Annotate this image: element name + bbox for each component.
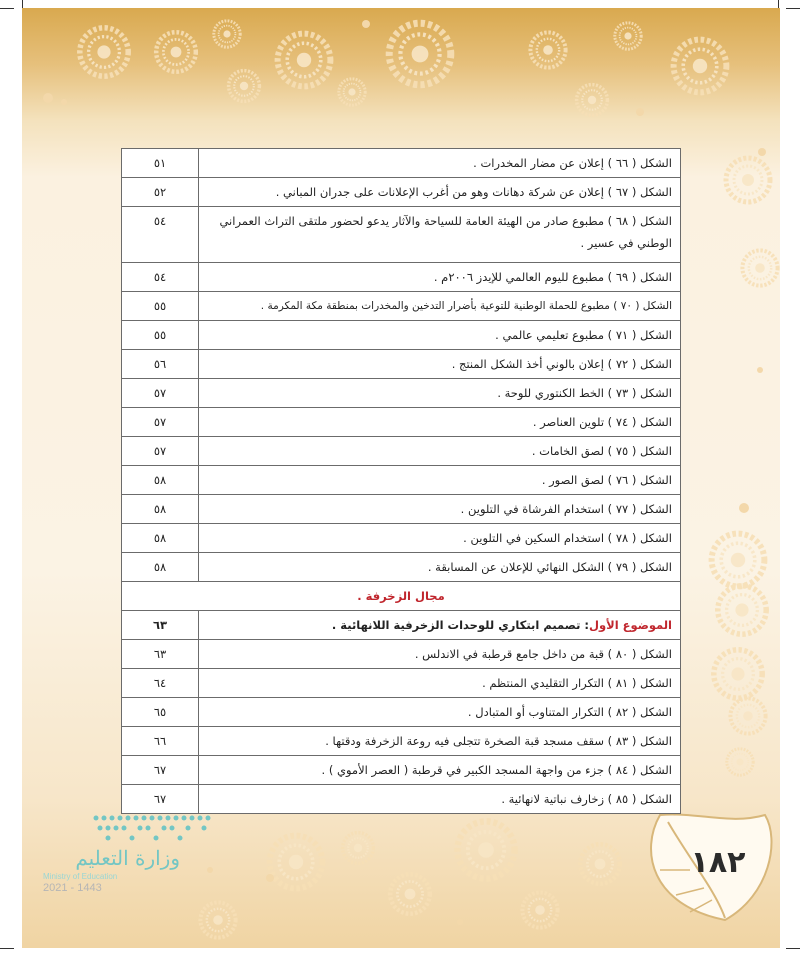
topic-row xyxy=(122,611,681,640)
row-description: الشكل ( ٦٨ ) مطبوع صادر من الهيئة العامة للسياحة والآثار يدعو لحضور ملتقى التراث العمراني الوطني في عسير . xyxy=(199,207,681,263)
ministry-logo xyxy=(40,808,190,898)
row-page: ٦٤ xyxy=(122,669,199,698)
row-description: الشكل ( ٧٦ ) لصق الصور . xyxy=(199,466,681,495)
ministry-logo-dots xyxy=(88,808,228,844)
row-description: الشكل ( ٧٩ ) الشكل النهائي للإعلان عن المسابقة . xyxy=(199,553,681,582)
table-row xyxy=(122,149,681,178)
topic-text: : تصميم ابتكاري للوحدات الزخرفية اللانهائية . xyxy=(331,618,589,632)
table-row xyxy=(122,263,681,292)
table-row xyxy=(122,178,681,207)
row-description: الشكل ( ٧٠ ) مطبوع للحملة الوطنية للتوعية بأضرار التدخين والمخدرات بمنطقة مكة المكرمة . xyxy=(199,292,681,321)
section-title: مجال الزخرفة . xyxy=(122,582,681,611)
section-row xyxy=(122,582,681,611)
table-row xyxy=(122,669,681,698)
table-row xyxy=(122,756,681,785)
row-page: ٥٤ xyxy=(122,263,199,292)
topic-label: الموضوع الأول xyxy=(589,618,672,632)
row-page: ٥٧ xyxy=(122,437,199,466)
row-page: ٥٦ xyxy=(122,350,199,379)
row-page: ٦٣ xyxy=(122,640,199,669)
table-row xyxy=(122,292,681,321)
table-row xyxy=(122,727,681,756)
contents-table xyxy=(121,148,681,814)
row-description: الشكل ( ٧٥ ) لصق الخامات . xyxy=(199,437,681,466)
table-row xyxy=(122,524,681,553)
row-page: ٥٨ xyxy=(122,524,199,553)
topic-page: ٦٣ xyxy=(122,611,199,640)
row-description: الشكل ( ٨٠ ) قبة من داخل جامع قرطبة في الاندلس . xyxy=(199,640,681,669)
row-description: الشكل ( ٦٧ ) إعلان عن شركة دهانات وهو من أغرب الإعلانات على جدران المباني . xyxy=(199,178,681,207)
row-page: ٥٥ xyxy=(122,292,199,321)
row-page: ٦٧ xyxy=(122,785,199,814)
row-description: الشكل ( ٨١ ) التكرار التقليدي المنتظم . xyxy=(199,669,681,698)
row-page: ٥٥ xyxy=(122,321,199,350)
row-page: ٥٨ xyxy=(122,495,199,524)
topic-description xyxy=(199,611,681,640)
table-row xyxy=(122,698,681,727)
row-description: الشكل ( ٨٥ ) زخارف نباتية لانهائية . xyxy=(199,785,681,814)
row-description: الشكل ( ٦٩ ) مطبوع لليوم العالمي للإيدز ٢٠٠٦م . xyxy=(199,263,681,292)
row-page: ٥٧ xyxy=(122,408,199,437)
row-description: الشكل ( ٦٦ ) إعلان عن مضار المخدرات . xyxy=(199,149,681,178)
row-description: الشكل ( ٧١ ) مطبوع تعليمي عالمي . xyxy=(199,321,681,350)
row-description: الشكل ( ٧٨ ) استخدام السكين في التلوين . xyxy=(199,524,681,553)
table-row xyxy=(122,321,681,350)
row-page: ٥١ xyxy=(122,149,199,178)
row-page: ٥٤ xyxy=(122,207,199,263)
table-row xyxy=(122,437,681,466)
table-row xyxy=(122,640,681,669)
row-description: الشكل ( ٨٢ ) التكرار المتناوب أو المتبادل . xyxy=(199,698,681,727)
row-description: الشكل ( ٨٣ ) سقف مسجد قبة الصخرة تتجلى فيه روعة الزخرفة ودقتها . xyxy=(199,727,681,756)
row-page: ٥٨ xyxy=(122,553,199,582)
table-row xyxy=(122,207,681,263)
ministry-name-english: Ministry of Education xyxy=(43,872,118,881)
ministry-year: 2021 - 1443 xyxy=(43,882,102,894)
row-page: ٦٦ xyxy=(122,727,199,756)
row-description: الشكل ( ٧٢ ) إعلان بالوني أخذ الشكل المنتج . xyxy=(199,350,681,379)
ministry-name: وزارة التعليم xyxy=(75,846,180,870)
row-description: الشكل ( ٧٤ ) تلوين العناصر . xyxy=(199,408,681,437)
row-description: الشكل ( ٧٣ ) الخط الكنتوري للوحة . xyxy=(199,379,681,408)
table-row xyxy=(122,466,681,495)
table-row xyxy=(122,408,681,437)
table-row xyxy=(122,350,681,379)
row-page: ٥٧ xyxy=(122,379,199,408)
row-page: ٥٨ xyxy=(122,466,199,495)
row-page: ٥٢ xyxy=(122,178,199,207)
table-row xyxy=(122,495,681,524)
row-page: ٦٥ xyxy=(122,698,199,727)
row-description: الشكل ( ٨٤ ) جزء من واجهة المسجد الكبير في قرطبة ( العصر الأموي ) . xyxy=(199,756,681,785)
table-row xyxy=(122,379,681,408)
row-page: ٦٧ xyxy=(122,756,199,785)
row-description: الشكل ( ٧٧ ) استخدام الفرشاة في التلوين . xyxy=(199,495,681,524)
page-number: ١٨٢ xyxy=(690,845,746,880)
table-row xyxy=(122,553,681,582)
